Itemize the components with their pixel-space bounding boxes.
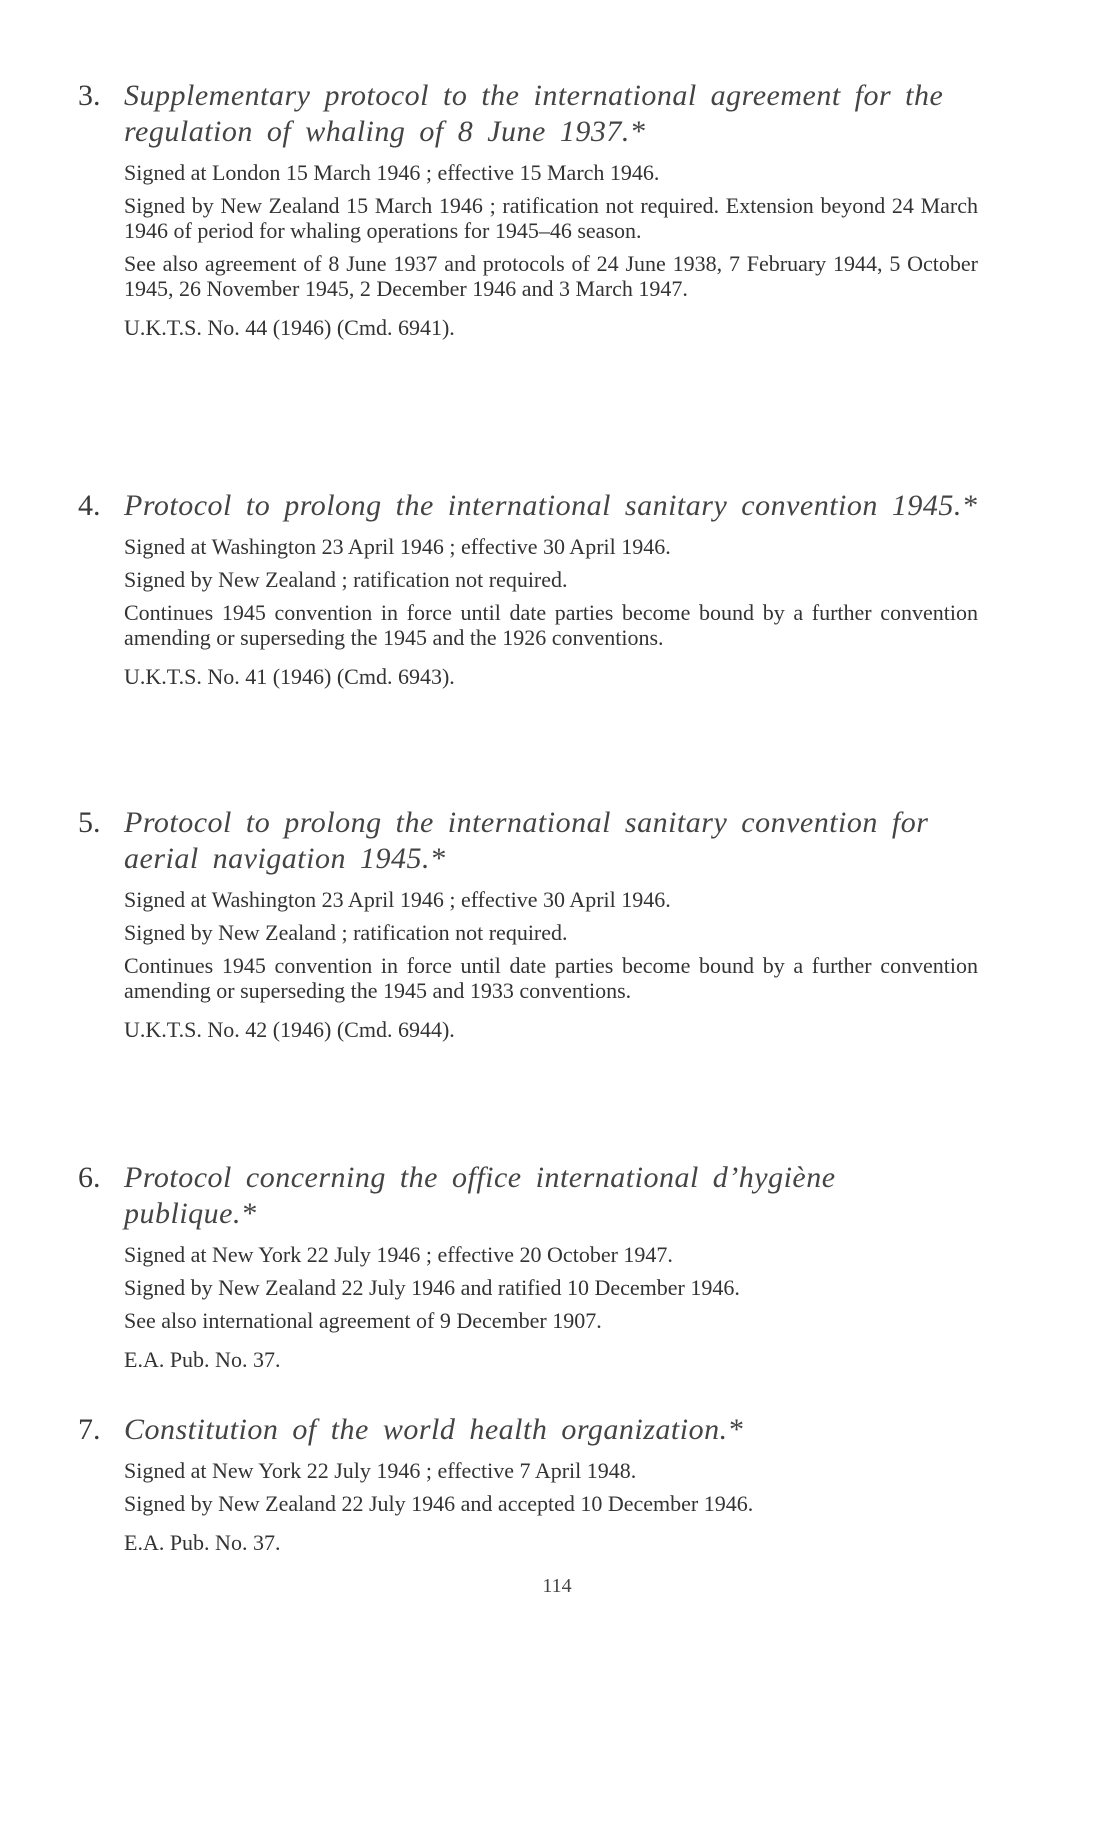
entry-number: 4. (78, 489, 101, 522)
entry-title: Protocol to prolong the international sanitary convention for aerial navigation 1945.* (124, 806, 929, 875)
entry-heading (78, 488, 978, 524)
entry-body (124, 887, 978, 1042)
entry-paragraph: Signed at New York 22 July 1946 ; effective 20 October 1947. (124, 1242, 673, 1267)
entry-title: Protocol to prolong the international sanitary convention 1945.* (124, 489, 978, 522)
entry-paragraph: See also agreement of 8 June 1937 and protocols of 24 June 1938, 7 February 1944, 5 October 1945, 26 November 1945, 2 December 1946 and 3 March 1947. (124, 251, 978, 301)
entry-reference: U.K.T.S. No. 44 (1946) (Cmd. 6941). (124, 315, 455, 340)
entry-paragraph: Signed at New York 22 July 1946 ; effective 7 April 1948. (124, 1458, 637, 1483)
entry-paragraph: Signed by New Zealand ; ratification not required. (124, 567, 568, 592)
entry-number: 3. (78, 79, 101, 112)
entry-paragraph: Signed by New Zealand 22 July 1946 and accepted 10 December 1946. (124, 1491, 754, 1516)
entry-heading (78, 1160, 978, 1232)
treaty-entry-5 (78, 805, 978, 1050)
entry-body (124, 534, 978, 689)
entry-paragraph: Signed at Washington 23 April 1946 ; effective 30 April 1946. (124, 534, 671, 559)
entry-heading (78, 805, 978, 877)
treaty-entry-4 (78, 488, 978, 697)
treaty-entry-7 (78, 1412, 978, 1563)
entry-title: Supplementary protocol to the international agreement for the regulation of whaling of 8 June 1937.* (124, 79, 944, 148)
entry-paragraph: Signed by New Zealand 22 July 1946 and ratified 10 December 1946. (124, 1275, 740, 1300)
entry-reference: E.A. Pub. No. 37. (124, 1347, 281, 1372)
treaty-entry-6 (78, 1160, 978, 1380)
entry-body (124, 1458, 978, 1555)
entry-heading (78, 1412, 978, 1448)
entry-body (124, 1242, 978, 1372)
entry-number: 5. (78, 806, 101, 839)
entry-heading (78, 78, 978, 150)
entry-paragraph: See also international agreement of 9 December 1907. (124, 1308, 602, 1333)
entry-paragraph: Signed at London 15 March 1946 ; effective 15 March 1946. (124, 160, 660, 185)
entry-paragraph: Continues 1945 convention in force until date parties become bound by a further convention amending or superseding the 1945 and the 1926 conventions. (124, 600, 978, 650)
entry-paragraph: Signed at Washington 23 April 1946 ; effective 30 April 1946. (124, 887, 671, 912)
entry-number: 6. (78, 1161, 101, 1194)
entry-paragraph: Continues 1945 convention in force until date parties become bound by a further convention amending or superseding the 1945 and 1933 conventions. (124, 953, 978, 1003)
page-number: 114 (542, 1575, 572, 1597)
entry-reference: U.K.T.S. No. 42 (1946) (Cmd. 6944). (124, 1017, 455, 1042)
entry-title: Constitution of the world health organization.* (124, 1413, 744, 1446)
entry-paragraph: Signed by New Zealand 15 March 1946 ; ratification not required. Extension beyond 24 March 1946 of period for whaling operations for 1945–46 season. (124, 193, 978, 243)
entry-title: Protocol concerning the office international d’hygiène publique.* (124, 1161, 836, 1230)
entry-reference: E.A. Pub. No. 37. (124, 1530, 281, 1555)
entry-reference: U.K.T.S. No. 41 (1946) (Cmd. 6943). (124, 664, 455, 689)
entry-paragraph: Signed by New Zealand ; ratification not required. (124, 920, 568, 945)
entry-body (124, 160, 978, 340)
entry-number: 7. (78, 1413, 101, 1446)
treaty-entry-3 (78, 78, 978, 348)
